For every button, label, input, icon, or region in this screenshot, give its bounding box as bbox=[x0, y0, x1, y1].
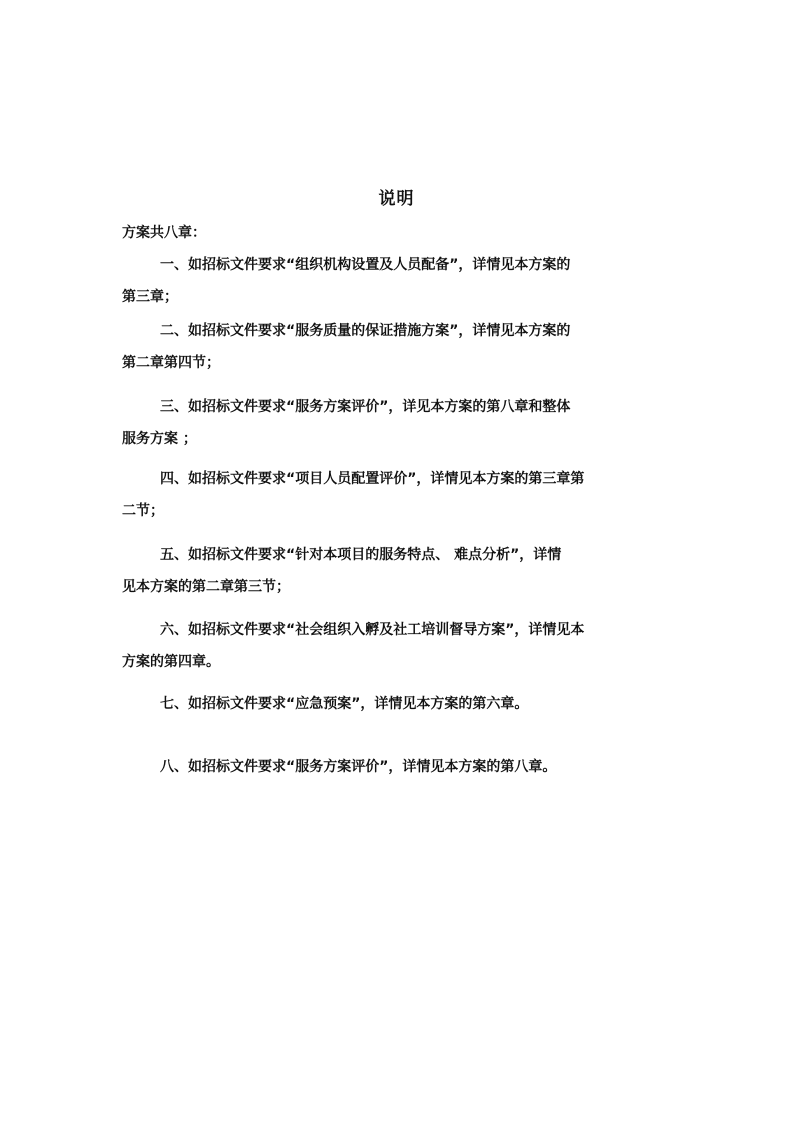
item-3 bbox=[122, 396, 682, 450]
item-8-line-1: 八、如招标文件要求“服务方案评价”，详情见本方案的第八章。 bbox=[160, 759, 557, 775]
item-1-line-2: 第三章； bbox=[122, 289, 178, 305]
item-4-gap bbox=[122, 490, 682, 500]
page-title: 说明 bbox=[378, 189, 415, 209]
item-4-line-2: 二节； bbox=[122, 503, 164, 519]
item-6 bbox=[122, 619, 682, 673]
item-5-line-1: 五、如招标文件要求“针对本项目的服务特点、 难点分析”，详情 bbox=[160, 547, 562, 563]
item-5-line-2: 见本方案的第二章第三节； bbox=[122, 579, 290, 595]
item-3-line-2: 服务方案 ； bbox=[122, 431, 197, 447]
item-5-gap bbox=[122, 566, 682, 576]
item-3-line-1: 三、如招标文件要求“服务方案评价”，详见本方案的第八章和整体 bbox=[160, 399, 571, 415]
item-2-gap bbox=[122, 342, 682, 352]
item-2 bbox=[122, 320, 682, 374]
item-4-line-1: 四、如招标文件要求“项目人员配置评价”，详情见本方案的第三章第 bbox=[160, 471, 585, 487]
item-5 bbox=[122, 544, 682, 598]
item-4 bbox=[122, 468, 682, 522]
item-3-gap bbox=[122, 418, 682, 428]
item-7 bbox=[122, 693, 682, 715]
item-1-line-1: 一、如招标文件要求“组织机构设置及人员配备”，详情见本方案的 bbox=[160, 257, 571, 273]
item-2-line-1: 二、如招标文件要求“服务质量的保证措施方案”，详情见本方案的 bbox=[160, 323, 571, 339]
item-6-line-1: 六、如招标文件要求“社会组织入孵及社工培训督导方案”，详情见本 bbox=[160, 622, 585, 638]
item-1 bbox=[122, 254, 682, 308]
item-6-line-2: 方案的第四章。 bbox=[122, 654, 220, 670]
item-1-gap bbox=[122, 276, 682, 286]
item-7-line-1: 七、如招标文件要求“应急预案”，详情见本方案的第六章。 bbox=[160, 696, 529, 712]
intro-text: 方案共八章： bbox=[122, 225, 206, 241]
item-2-line-2: 第二章第四节； bbox=[122, 355, 220, 371]
item-6-gap bbox=[122, 641, 682, 651]
item-8 bbox=[122, 756, 682, 778]
